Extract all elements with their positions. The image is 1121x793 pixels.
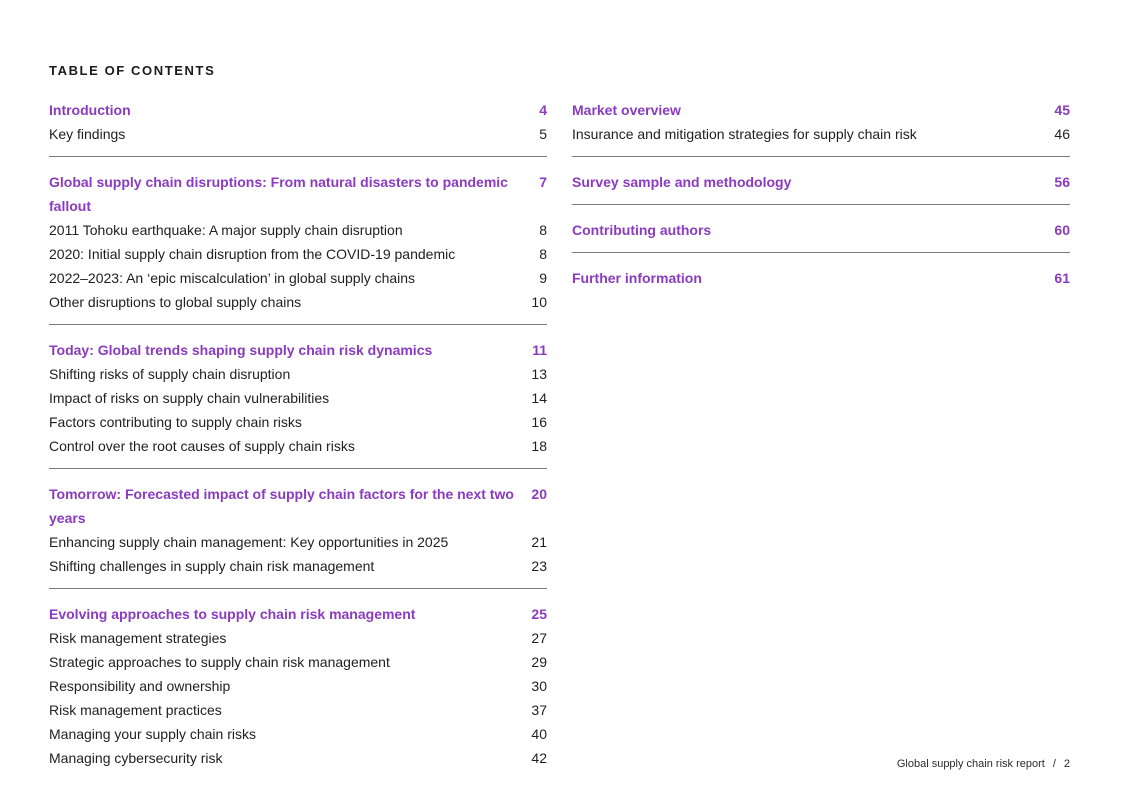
toc-section-page: 61 xyxy=(1054,270,1070,286)
toc-entry-page: 27 xyxy=(531,630,547,646)
toc-entry-title: Risk management practices xyxy=(49,702,222,718)
toc-section-page: 4 xyxy=(539,102,547,118)
section-divider xyxy=(49,324,547,325)
toc-entry-title: Strategic approaches to supply chain risk management xyxy=(49,654,390,670)
toc-section-page: 25 xyxy=(531,606,547,622)
toc-column-right xyxy=(572,98,1070,290)
toc-section-heading[interactable] xyxy=(572,218,1070,242)
toc-entry[interactable] xyxy=(49,722,547,746)
toc-entry-page: 21 xyxy=(531,534,547,550)
section-divider xyxy=(49,468,547,469)
toc-section-market-overview xyxy=(572,98,1070,146)
toc-entry-title: 2020: Initial supply chain disruption from the COVID-19 pandemic xyxy=(49,246,456,262)
toc-section-page: 60 xyxy=(1054,222,1070,238)
toc-entry-title: Managing cybersecurity risk xyxy=(49,750,223,766)
toc-entry[interactable] xyxy=(49,698,547,722)
toc-entry-page: 5 xyxy=(539,126,547,142)
toc-entry-title: Risk management strategies xyxy=(49,630,227,646)
toc-entry-title: Responsibility and ownership xyxy=(49,678,231,694)
toc-entry-page: 23 xyxy=(531,558,547,574)
toc-entry[interactable] xyxy=(49,650,547,674)
toc-entry[interactable] xyxy=(49,218,547,242)
toc-section-evolving-approaches xyxy=(49,602,547,770)
toc-section-page: 20 xyxy=(531,486,547,502)
toc-entry-page: 37 xyxy=(531,702,547,718)
toc-entry[interactable] xyxy=(49,674,547,698)
toc-section-heading[interactable] xyxy=(572,170,1070,194)
toc-entry-title: Factors contributing to supply chain risks xyxy=(49,414,302,430)
toc-entry[interactable] xyxy=(49,290,547,314)
toc-entry-page: 8 xyxy=(539,246,547,262)
toc-section-further-information xyxy=(572,266,1070,290)
toc-entry-page: 18 xyxy=(531,438,547,454)
section-divider xyxy=(572,204,1070,205)
toc-entry[interactable] xyxy=(49,122,547,146)
toc-section-title: Contributing authors xyxy=(572,222,712,238)
page-title: TABLE OF CONTENTS xyxy=(49,63,216,78)
toc-entry-page: 10 xyxy=(531,294,547,310)
toc-section-title: Further information xyxy=(572,270,702,286)
toc-entry-page: 9 xyxy=(539,270,547,286)
footer-report-title: Global supply chain risk report xyxy=(896,758,1045,770)
toc-entry-page: 40 xyxy=(531,726,547,742)
toc-entry[interactable] xyxy=(49,530,547,554)
toc-entry-page: 42 xyxy=(531,750,547,766)
toc-entry[interactable] xyxy=(49,554,547,578)
toc-entry[interactable] xyxy=(49,746,547,770)
toc-section-heading[interactable] xyxy=(49,98,547,122)
toc-entry-title: Shifting challenges in supply chain risk management xyxy=(49,558,375,574)
toc-section-page: 11 xyxy=(532,342,547,358)
toc-section-page: 56 xyxy=(1054,174,1070,190)
toc-section-contributing-authors xyxy=(572,218,1070,242)
toc-entry-page: 8 xyxy=(539,222,547,238)
footer-separator: / xyxy=(1052,758,1056,770)
toc-column-left xyxy=(49,98,547,770)
toc-entry-title: Shifting risks of supply chain disruption xyxy=(49,366,291,382)
toc-entry-title: 2011 Tohoku earthquake: A major supply chain disruption xyxy=(49,222,403,238)
toc-entry[interactable] xyxy=(49,410,547,434)
toc-entry-title: Enhancing supply chain management: Key opportunities in 2025 xyxy=(49,534,449,550)
toc-section-title: Evolving approaches to supply chain risk management xyxy=(49,606,416,622)
toc-entry-title: Impact of risks on supply chain vulnerabilities xyxy=(49,390,330,406)
toc-section-title: Today: Global trends shaping supply chain risk dynamics xyxy=(49,342,433,358)
toc-section-introduction xyxy=(49,98,547,146)
toc-section-title: Tomorrow: Forecasted impact of supply chain factors for the next two years xyxy=(49,486,514,526)
toc-section-heading[interactable] xyxy=(572,98,1070,122)
toc-entry[interactable] xyxy=(572,122,1070,146)
section-divider xyxy=(572,252,1070,253)
toc-section-title: Introduction xyxy=(49,102,131,118)
toc-entry-title: 2022–2023: An ‘epic miscalculation’ in global supply chains xyxy=(49,270,416,286)
toc-section-heading[interactable] xyxy=(49,602,547,626)
toc-entry[interactable] xyxy=(49,386,547,410)
toc-section-heading[interactable] xyxy=(49,482,547,530)
toc-entry[interactable] xyxy=(49,242,547,266)
toc-section-heading[interactable] xyxy=(49,338,547,362)
toc-section-heading[interactable] xyxy=(572,266,1070,290)
toc-section-title: Survey sample and methodology xyxy=(572,174,792,190)
footer-page-number: 2 xyxy=(1063,758,1070,770)
toc-section-page: 45 xyxy=(1054,102,1070,118)
toc-entry-page: 14 xyxy=(531,390,547,406)
toc-section-title: Market overview xyxy=(572,102,681,118)
toc-entry[interactable] xyxy=(49,626,547,650)
toc-section-heading[interactable] xyxy=(49,170,547,218)
toc-section-survey-sample xyxy=(572,170,1070,194)
toc-section-tomorrow xyxy=(49,482,547,578)
toc-entry[interactable] xyxy=(49,362,547,386)
toc-entry-title: Key findings xyxy=(49,126,126,142)
toc-section-disruptions xyxy=(49,170,547,314)
section-divider xyxy=(572,156,1070,157)
toc-entry-title: Control over the root causes of supply chain risks xyxy=(49,438,355,454)
section-divider xyxy=(49,588,547,589)
page-footer xyxy=(897,758,1070,770)
toc-section-title: Global supply chain disruptions: From natural disasters to pandemic fallout xyxy=(49,174,508,214)
toc-section-today xyxy=(49,338,547,458)
toc-entry-title: Managing your supply chain risks xyxy=(49,726,256,742)
toc-entry-page: 29 xyxy=(531,654,547,670)
toc-entry-title: Other disruptions to global supply chains xyxy=(49,294,302,310)
toc-section-page: 7 xyxy=(539,174,547,190)
section-divider xyxy=(49,156,547,157)
toc-columns xyxy=(49,98,1070,770)
toc-entry-page: 13 xyxy=(531,366,547,382)
toc-entry[interactable] xyxy=(49,434,547,458)
toc-entry-page: 46 xyxy=(1054,126,1070,142)
toc-entry-page: 16 xyxy=(531,414,547,430)
toc-entry-title: Insurance and mitigation strategies for supply chain risk xyxy=(572,126,917,142)
toc-entry[interactable] xyxy=(49,266,547,290)
toc-entry-page: 30 xyxy=(531,678,547,694)
